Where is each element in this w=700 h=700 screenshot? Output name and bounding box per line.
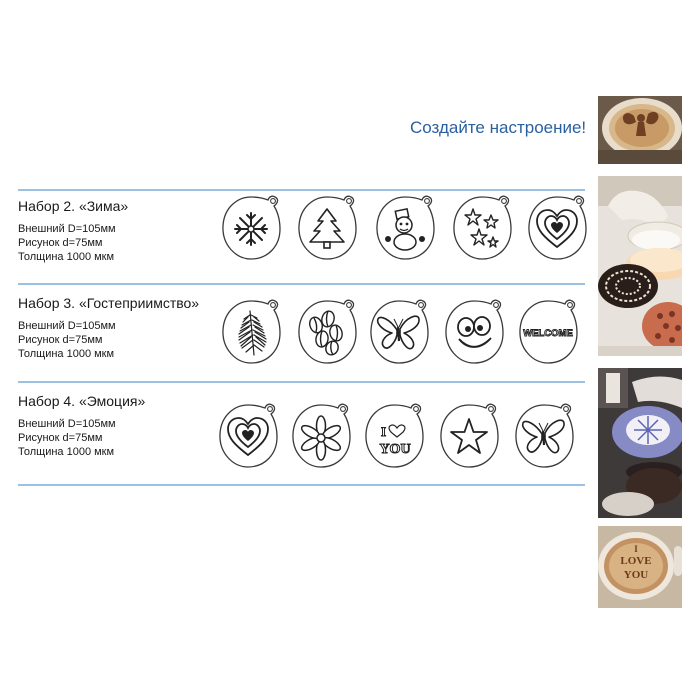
- stencil-star: [436, 401, 502, 471]
- welcome-text-icon: [515, 297, 581, 367]
- smiley-face-icon: [441, 297, 507, 367]
- photo-text-top: I: [634, 544, 638, 554]
- divider-2: [18, 283, 585, 285]
- stencil-welcome: [515, 297, 581, 367]
- spec-thickness: Толщина 1000 мкм: [18, 446, 115, 458]
- stencil-snowflake: [218, 193, 284, 263]
- set-title: Набор 4. «Эмоция»: [18, 393, 146, 409]
- stars-icon: [449, 193, 515, 263]
- stencil-fir-tree: [294, 193, 360, 263]
- butterfly-icon: [366, 297, 432, 367]
- stencil-i-love-you: [361, 401, 427, 471]
- photo-text-bottom: YOU: [623, 569, 649, 581]
- coffee-beans-icon: [294, 297, 360, 367]
- fern-leaf-icon: [218, 297, 284, 367]
- star-icon: [436, 401, 502, 471]
- spec-outer-diameter: Внешний D=105мм: [18, 223, 116, 235]
- divider-top: [18, 189, 585, 191]
- stencil-smiley-face: [441, 297, 507, 367]
- heart-icon: [524, 193, 590, 263]
- flower-icon: [288, 401, 354, 471]
- butterfly-icon: [511, 401, 577, 471]
- heart-icon: [215, 401, 281, 471]
- stencil-heart: [524, 193, 590, 263]
- set-hospitality: [18, 295, 199, 361]
- snowman-icon: [372, 193, 438, 263]
- divider-3: [18, 381, 585, 383]
- stencil-snowman: [372, 193, 438, 263]
- spec-outer-diameter: Внешний D=105мм: [18, 418, 116, 430]
- stencil-coffee-beans: [294, 297, 360, 367]
- stencil-fern-leaf: [218, 297, 284, 367]
- tagline: Создайте настроение!: [410, 118, 587, 137]
- spec-pattern-diameter: Рисунок d=75мм: [18, 334, 103, 346]
- welcome-text: WELCOME: [523, 328, 573, 339]
- cappuccino-angel-photo: [598, 96, 682, 164]
- set-emotion: [18, 393, 145, 459]
- fir-tree-icon: [294, 193, 360, 263]
- stencil-butterfly: [511, 401, 577, 471]
- spec-thickness: Толщина 1000 мкм: [18, 251, 115, 263]
- divider-bottom: [18, 484, 585, 486]
- cake-stencil-photo: [598, 176, 682, 356]
- i-love-you-icon: [361, 401, 427, 471]
- stencil-heart: [215, 401, 281, 471]
- love-text-bottom: YOU: [379, 442, 411, 457]
- stencil-butterfly: [366, 297, 432, 367]
- set-winter: [18, 198, 128, 264]
- i-love-you-coffee-photo: [598, 526, 682, 608]
- snowflake-icon: [218, 193, 284, 263]
- love-text-top: I: [381, 424, 387, 439]
- spec-pattern-diameter: Рисунок d=75мм: [18, 237, 103, 249]
- stencil-stars: [449, 193, 515, 263]
- spec-pattern-diameter: Рисунок d=75мм: [18, 432, 103, 444]
- photo-text-mid: LOVE: [620, 555, 652, 567]
- stencil-flower: [288, 401, 354, 471]
- set-title: Набор 3. «Гостеприимство»: [18, 295, 200, 311]
- spec-thickness: Толщина 1000 мкм: [18, 348, 115, 360]
- set-title: Набор 2. «Зима»: [18, 198, 129, 214]
- spec-outer-diameter: Внешний D=105мм: [18, 320, 116, 332]
- cake-decorating-photo: [598, 368, 682, 518]
